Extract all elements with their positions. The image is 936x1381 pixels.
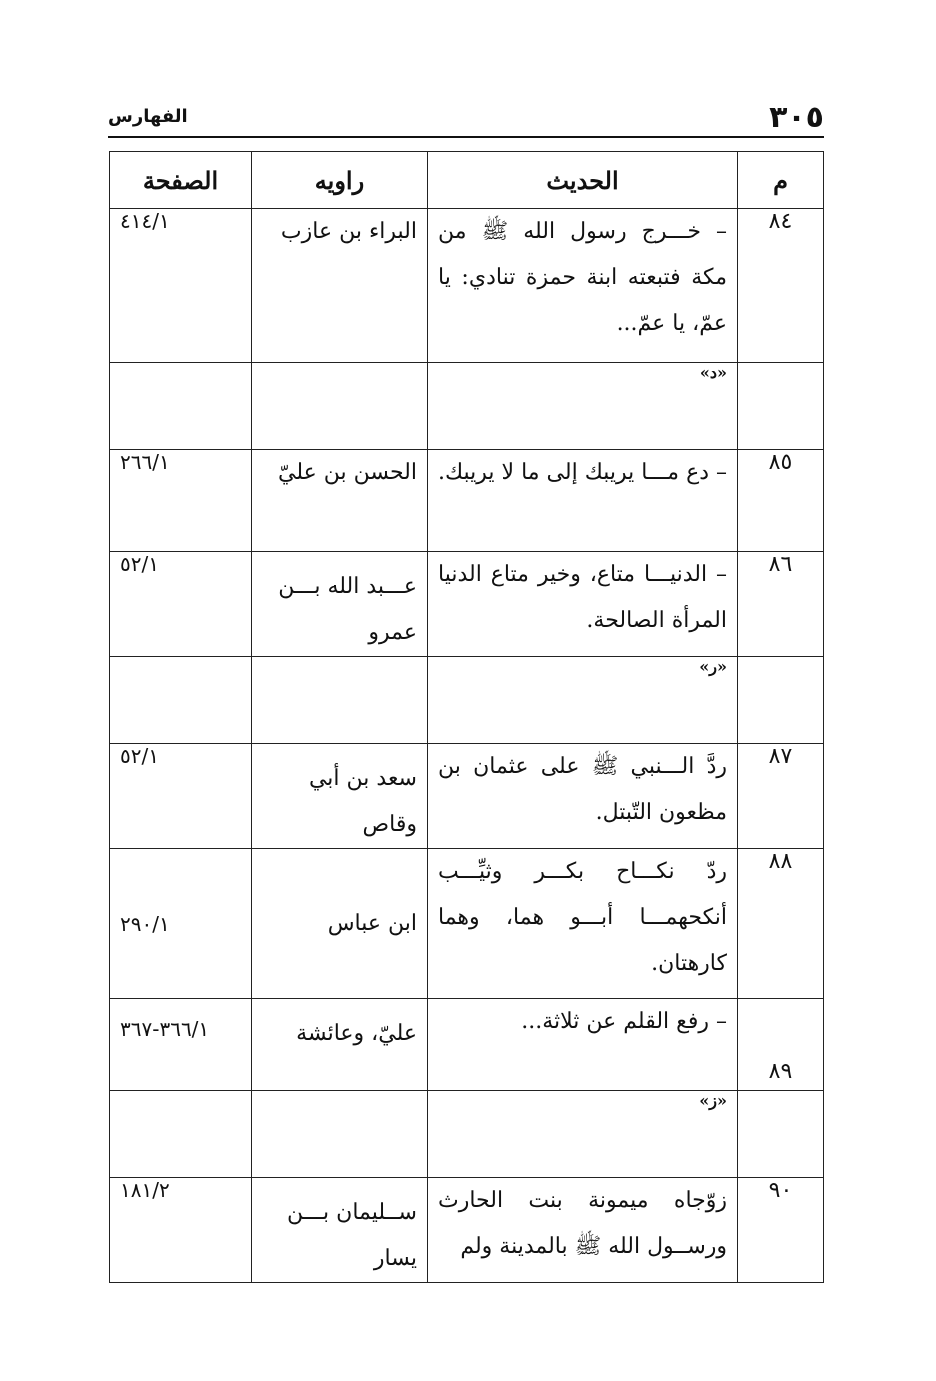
- hadith-text: ردَّ الـــنبي ﷺ على عثمان بن مظعون التّبتل.: [428, 744, 738, 849]
- letter-row: [110, 657, 824, 744]
- page-reference: ٥٢/١: [110, 552, 252, 657]
- table-row: [110, 552, 824, 657]
- table-row: [110, 999, 824, 1091]
- entry-number: ٨٥: [738, 450, 824, 552]
- narrator: سعد بن أبي وقاص: [252, 744, 428, 849]
- page-reference: ٢٩٠/١: [110, 849, 252, 999]
- letter-row: [110, 1091, 824, 1178]
- hadith-index-table: [109, 151, 824, 1283]
- empty-cell: [738, 657, 824, 744]
- narrator: عليّ، وعائشة: [252, 999, 428, 1091]
- table-row: [110, 209, 824, 363]
- narrator: ســليمان بـــن يسار: [252, 1178, 428, 1283]
- hadith-text: – خـــرج رسول الله ﷺ من مكة فتبعته ابنة حمزة تنادي: يا عمّ، يا عمّ...: [428, 209, 738, 363]
- table-row: [110, 1178, 824, 1283]
- page-reference: ١٨١/٢: [110, 1178, 252, 1283]
- empty-cell: [110, 363, 252, 450]
- hadith-text: – رفع القلم عن ثلاثة...: [428, 999, 738, 1091]
- hadith-text: – دع مـــا يريبك إلى ما لا يريبك.: [428, 450, 738, 552]
- hadith-text: – الدنيـــا متاع، وخير متاع الدنيا المرأة الصالحة.: [428, 552, 738, 657]
- narrator: الحسن بن عليّ: [252, 450, 428, 552]
- empty-cell: [252, 363, 428, 450]
- entry-number: ٨٤: [738, 209, 824, 363]
- letter-row: [110, 363, 824, 450]
- empty-cell: [110, 1091, 252, 1178]
- hadith-text: زوّجاه ميمونة بنت الحارث ورســول الله ﷺ بالمدينة ولم: [428, 1178, 738, 1283]
- empty-cell: [738, 363, 824, 450]
- entry-number: ٨٧: [738, 744, 824, 849]
- page-reference: ٥٢/١: [110, 744, 252, 849]
- entry-number: ٨٨: [738, 849, 824, 999]
- narrator: ابن عباس: [252, 849, 428, 999]
- table-header-row: [110, 152, 824, 209]
- empty-cell: [110, 657, 252, 744]
- narrator: عـــبد الله بـــن عمرو: [252, 552, 428, 657]
- entry-number: ٨٦: [738, 552, 824, 657]
- empty-cell: [252, 657, 428, 744]
- page-number: ٣٠٥: [769, 100, 824, 135]
- page-reference: ٣٦٦/١-٣٦٧: [110, 999, 252, 1091]
- table-row: [110, 450, 824, 552]
- page-header: [108, 100, 824, 136]
- narrator: البراء بن عازب: [252, 209, 428, 363]
- section-letter: «د»: [428, 363, 738, 450]
- empty-cell: [252, 1091, 428, 1178]
- table-row: [110, 744, 824, 849]
- entry-number: ٩٠: [738, 1178, 824, 1283]
- page-title: الفهارس: [108, 106, 188, 127]
- section-letter: «ر»: [428, 657, 738, 744]
- column-header-page: الصفحة: [110, 152, 252, 209]
- column-header-num: م: [738, 152, 824, 209]
- page-reference: ٢٦٦/١: [110, 450, 252, 552]
- page-reference: ٤١٤/١: [110, 209, 252, 363]
- entry-number: ٨٩: [738, 999, 824, 1091]
- empty-cell: [738, 1091, 824, 1178]
- hadith-text: ردّ نكـــاح بكـــر وثيِّـــب أنكحهمـــا أبـــو هما، وهما كارهتان.: [428, 849, 738, 999]
- section-letter: «ز»: [428, 1091, 738, 1178]
- column-header-narrator: راويه: [252, 152, 428, 209]
- table-row: [110, 849, 824, 999]
- column-header-hadith: الحديث: [428, 152, 738, 209]
- header-divider: [108, 136, 824, 138]
